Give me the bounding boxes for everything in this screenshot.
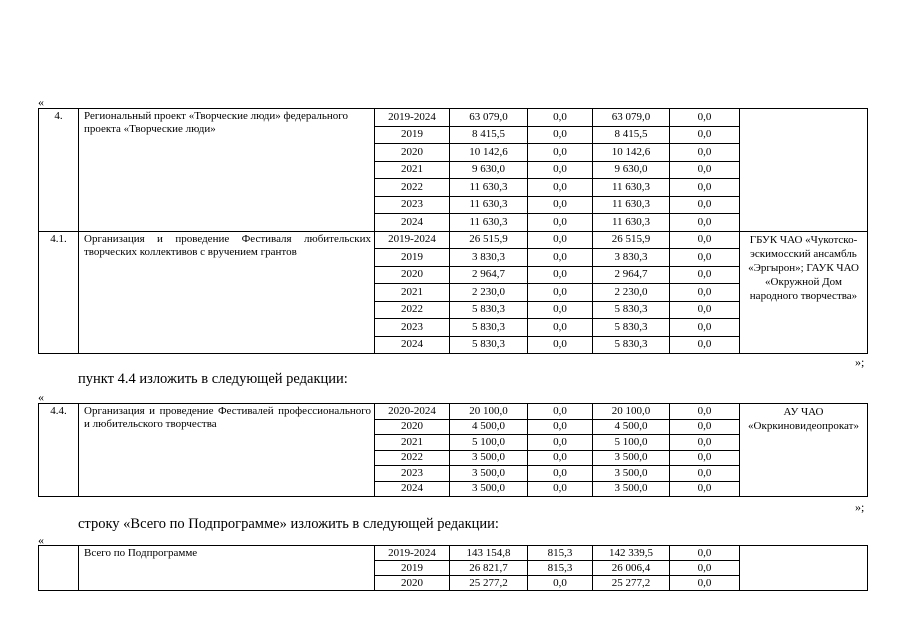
source-cell-1: 0,0	[528, 576, 593, 591]
source-cell-3: 0,0	[670, 546, 740, 561]
item-name: Организация и проведение Фестиваля любительских творческих коллективов с вручением грантов	[79, 231, 375, 354]
source-cell-2: 26 006,4	[593, 561, 670, 576]
total-cell: 3 830,3	[450, 249, 528, 267]
total-cell: 26 821,7	[450, 561, 528, 576]
quote-close-1: »;	[855, 355, 865, 369]
source-cell-3: 0,0	[670, 214, 740, 232]
item-number: 4.1.	[39, 231, 79, 354]
item-name: Всего по Подпрограмме	[79, 546, 375, 591]
total-cell: 8 415,5	[450, 126, 528, 144]
responsible-executor: ГБУК ЧАО «Чукотско-эскимосский ансамбль «Эргырон»; ГАУК ЧАО «Окружной Дом народного творчества»	[740, 231, 868, 354]
responsible-executor	[740, 109, 868, 232]
period-cell: 2023	[375, 196, 450, 214]
period-cell: 2020	[375, 266, 450, 284]
source-cell-3: 0,0	[670, 481, 740, 497]
period-cell: 2019	[375, 561, 450, 576]
total-cell: 2 230,0	[450, 284, 528, 302]
source-cell-2: 9 630,0	[593, 161, 670, 179]
source-cell-3: 0,0	[670, 419, 740, 435]
total-cell: 10 142,6	[450, 144, 528, 162]
source-cell-2: 3 830,3	[593, 249, 670, 267]
source-cell-3: 0,0	[670, 576, 740, 591]
period-cell: 2024	[375, 336, 450, 354]
period-cell: 2019	[375, 249, 450, 267]
source-cell-3: 0,0	[670, 301, 740, 319]
source-cell-3: 0,0	[670, 109, 740, 127]
source-cell-2: 11 630,3	[593, 196, 670, 214]
table-row	[39, 404, 868, 420]
quote-close-2: »;	[855, 500, 865, 514]
total-cell: 2 964,7	[450, 266, 528, 284]
total-cell: 11 630,3	[450, 196, 528, 214]
period-cell: 2021	[375, 284, 450, 302]
source-cell-3: 0,0	[670, 435, 740, 451]
source-cell-1: 0,0	[528, 249, 593, 267]
total-cell: 9 630,0	[450, 161, 528, 179]
source-cell-2: 5 830,3	[593, 336, 670, 354]
instruction-paragraph-total: строку «Всего по Подпрограмме» изложить в следующей редакции:	[78, 516, 499, 532]
period-cell: 2019	[375, 126, 450, 144]
source-cell-1: 0,0	[528, 301, 593, 319]
source-cell-3: 0,0	[670, 266, 740, 284]
total-cell: 25 277,2	[450, 576, 528, 591]
item-name: Региональный проект «Творческие люди» федерального проекта «Творческие люди»	[79, 109, 375, 232]
source-cell-1: 0,0	[528, 179, 593, 197]
source-cell-3: 0,0	[670, 161, 740, 179]
period-cell: 2022	[375, 179, 450, 197]
source-cell-1: 0,0	[528, 466, 593, 482]
source-cell-2: 11 630,3	[593, 214, 670, 232]
period-cell: 2023	[375, 466, 450, 482]
quote-open-3: «	[38, 533, 44, 547]
total-cell: 5 830,3	[450, 319, 528, 337]
table-row	[39, 109, 868, 127]
source-cell-2: 26 515,9	[593, 231, 670, 249]
responsible-executor: АУ ЧАО «Окркиновидеопрокат»	[740, 404, 868, 497]
total-cell: 3 500,0	[450, 466, 528, 482]
period-cell: 2019-2024	[375, 546, 450, 561]
source-cell-2: 3 500,0	[593, 466, 670, 482]
source-cell-2: 3 500,0	[593, 481, 670, 497]
subprogram-table-1	[38, 108, 868, 354]
period-cell: 2022	[375, 450, 450, 466]
source-cell-1: 0,0	[528, 450, 593, 466]
source-cell-3: 0,0	[670, 144, 740, 162]
period-cell: 2024	[375, 481, 450, 497]
source-cell-2: 63 079,0	[593, 109, 670, 127]
total-cell: 3 500,0	[450, 481, 528, 497]
source-cell-1: 0,0	[528, 231, 593, 249]
source-cell-1: 0,0	[528, 144, 593, 162]
source-cell-2: 11 630,3	[593, 179, 670, 197]
source-cell-1: 0,0	[528, 284, 593, 302]
item-number	[39, 546, 79, 591]
source-cell-3: 0,0	[670, 249, 740, 267]
source-cell-3: 0,0	[670, 284, 740, 302]
source-cell-3: 0,0	[670, 466, 740, 482]
item-number: 4.4.	[39, 404, 79, 497]
total-cell: 5 100,0	[450, 435, 528, 451]
source-cell-2: 8 415,5	[593, 126, 670, 144]
source-cell-3: 0,0	[670, 231, 740, 249]
source-cell-1: 0,0	[528, 319, 593, 337]
source-cell-2: 5 830,3	[593, 319, 670, 337]
source-cell-3: 0,0	[670, 404, 740, 420]
source-cell-3: 0,0	[670, 179, 740, 197]
source-cell-1: 0,0	[528, 161, 593, 179]
source-cell-3: 0,0	[670, 561, 740, 576]
period-cell: 2019-2024	[375, 231, 450, 249]
period-cell: 2023	[375, 319, 450, 337]
period-cell: 2021	[375, 435, 450, 451]
total-cell: 3 500,0	[450, 450, 528, 466]
total-cell: 11 630,3	[450, 214, 528, 232]
subprogram-table-2	[38, 403, 868, 497]
source-cell-3: 0,0	[670, 126, 740, 144]
source-cell-3: 0,0	[670, 450, 740, 466]
source-cell-2: 5 830,3	[593, 301, 670, 319]
item-name: Организация и проведение Фестивалей профессионального и любительского творчества	[79, 404, 375, 497]
source-cell-1: 815,3	[528, 546, 593, 561]
period-cell: 2022	[375, 301, 450, 319]
quote-open-2: «	[38, 390, 44, 404]
total-cell: 63 079,0	[450, 109, 528, 127]
total-cell: 11 630,3	[450, 179, 528, 197]
source-cell-2: 10 142,6	[593, 144, 670, 162]
item-number: 4.	[39, 109, 79, 232]
period-cell: 2020	[375, 419, 450, 435]
source-cell-2: 142 339,5	[593, 546, 670, 561]
source-cell-2: 3 500,0	[593, 450, 670, 466]
total-cell: 5 830,3	[450, 336, 528, 354]
source-cell-1: 0,0	[528, 336, 593, 354]
source-cell-1: 0,0	[528, 419, 593, 435]
total-cell: 20 100,0	[450, 404, 528, 420]
period-cell: 2020	[375, 576, 450, 591]
source-cell-2: 20 100,0	[593, 404, 670, 420]
period-cell: 2020	[375, 144, 450, 162]
source-cell-1: 0,0	[528, 196, 593, 214]
source-cell-2: 5 100,0	[593, 435, 670, 451]
source-cell-1: 0,0	[528, 481, 593, 497]
source-cell-2: 4 500,0	[593, 419, 670, 435]
period-cell: 2024	[375, 214, 450, 232]
total-cell: 5 830,3	[450, 301, 528, 319]
instruction-paragraph-4-4: пункт 4.4 изложить в следующей редакции:	[78, 371, 348, 387]
period-cell: 2019-2024	[375, 109, 450, 127]
total-cell: 4 500,0	[450, 419, 528, 435]
source-cell-1: 0,0	[528, 266, 593, 284]
source-cell-1: 0,0	[528, 214, 593, 232]
period-cell: 2021	[375, 161, 450, 179]
total-cell: 26 515,9	[450, 231, 528, 249]
responsible-executor	[740, 546, 868, 591]
source-cell-1: 0,0	[528, 404, 593, 420]
subprogram-table-3	[38, 545, 868, 591]
source-cell-1: 0,0	[528, 435, 593, 451]
table-row	[39, 546, 868, 561]
source-cell-3: 0,0	[670, 319, 740, 337]
source-cell-1: 815,3	[528, 561, 593, 576]
source-cell-3: 0,0	[670, 196, 740, 214]
quote-open-1: «	[38, 95, 44, 109]
total-cell: 143 154,8	[450, 546, 528, 561]
source-cell-2: 2 230,0	[593, 284, 670, 302]
source-cell-3: 0,0	[670, 336, 740, 354]
source-cell-1: 0,0	[528, 126, 593, 144]
source-cell-2: 2 964,7	[593, 266, 670, 284]
table-row	[39, 231, 868, 249]
source-cell-1: 0,0	[528, 109, 593, 127]
period-cell: 2020-2024	[375, 404, 450, 420]
source-cell-2: 25 277,2	[593, 576, 670, 591]
